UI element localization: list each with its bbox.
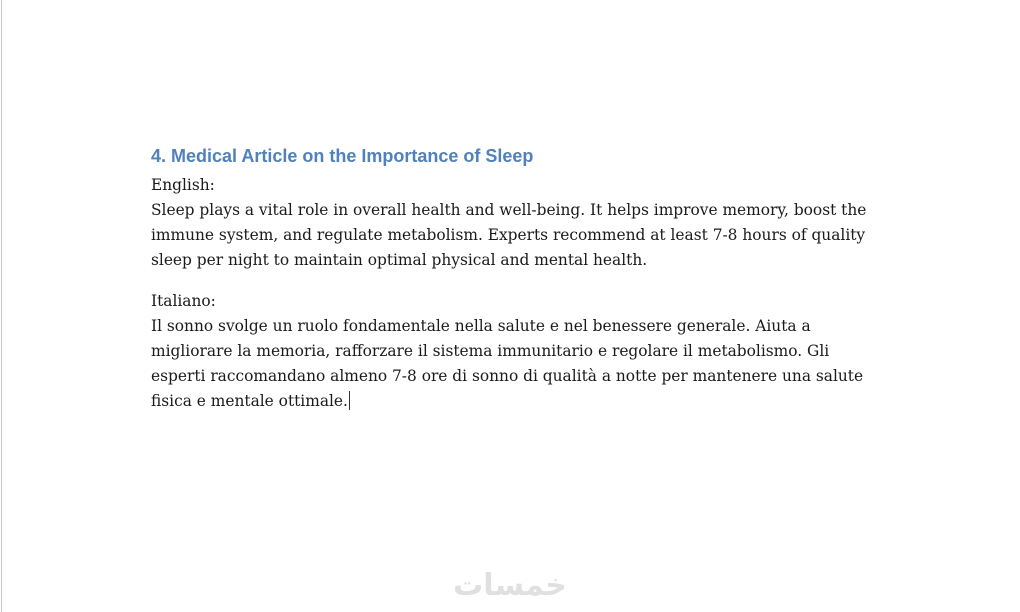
watermark-logo: خمسات	[453, 568, 567, 603]
page-left-border	[1, 0, 2, 612]
italian-paragraph	[151, 314, 871, 414]
english-paragraph: Sleep plays a vital role in overall health and well-being. It helps improve memory, boost the immune system, and regulate metabolism. Experts recommend at least 7-8 hours of quality sleep per night to maintain optimal physical and mental health.	[151, 201, 867, 269]
text-cursor	[349, 391, 350, 410]
italian-paragraph-text: Il sonno svolge un ruolo fondamentale nella salute e nel benessere generale. Aiuta a migliorare la memoria, rafforzare il sistema immunitario e regolare il metabolismo. Gli esperti raccomandano almeno 7-8 ore di sonno di qualità a notte per mantenere una salute fisica e mentale ottimale.	[151, 317, 864, 410]
italian-label: Italiano:	[151, 292, 216, 310]
document-body[interactable]	[151, 143, 871, 430]
article-heading: 4. Medical Article on the Importance of Sleep	[151, 146, 534, 166]
english-label: English:	[151, 176, 215, 194]
